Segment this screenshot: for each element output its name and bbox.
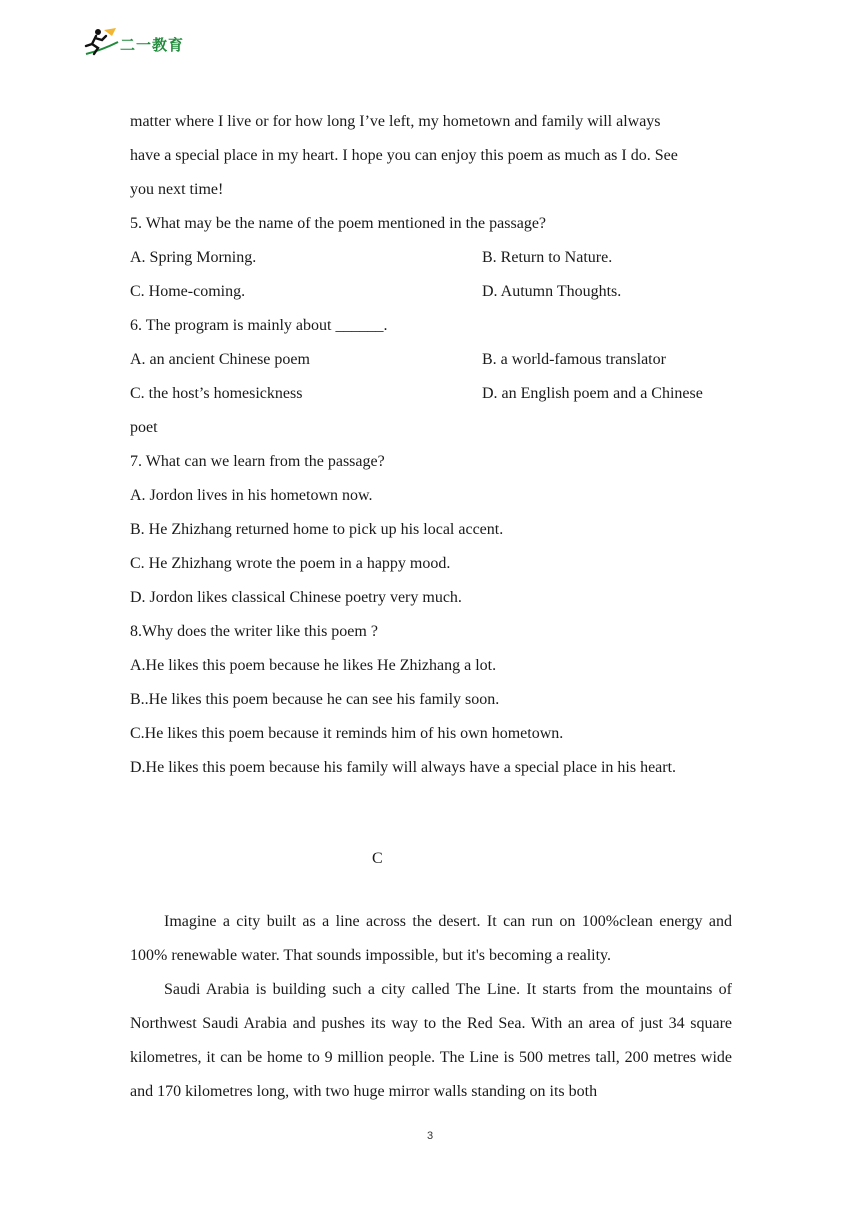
question-7: 7. What can we learn from the passage?	[130, 453, 385, 470]
option-c: C.He likes this poem because it reminds him of his own hometown.	[130, 725, 564, 742]
option-b: B. a world-famous translator	[482, 351, 666, 368]
option-d: D. Jordon likes classical Chinese poetry very much.	[130, 589, 462, 606]
document-body	[130, 105, 732, 785]
brand-logo	[82, 24, 202, 60]
option-d: D. Autumn Thoughts.	[482, 283, 622, 300]
option-c: C. the host’s homesickness	[130, 385, 303, 402]
text-line: have a special place in my heart. I hope you can enjoy this poem as much as I do. See	[130, 147, 678, 164]
option-b: B. He Zhizhang returned home to pick up his local accent.	[130, 521, 504, 538]
passage-c	[130, 905, 732, 1109]
option-b: B..He likes this poem because he can see his family soon.	[130, 691, 500, 708]
option-d: D.He likes this poem because his family will always have a special place in his heart.	[130, 759, 677, 776]
section-heading: C	[372, 850, 383, 867]
question-5: 5. What may be the name of the poem mentioned in the passage?	[130, 215, 547, 232]
question-6: 6. The program is mainly about ______.	[130, 317, 388, 334]
option-d-continued: poet	[130, 419, 158, 436]
paragraph-text: Saudi Arabia is building such a city called The Line. It starts from the mountains of Northwest Saudi Arabia and pushes its way to the Red Sea. With an area of just 34 square kilometres, it can be home to 9 million people. The Line is 500 metres tall, 200 metres wide and 170 kilometres long, with two huge mirror walls standing on its both	[130, 981, 732, 1100]
question-8: 8.Why does the writer like this poem ?	[130, 623, 378, 640]
question-5-options-row-2	[130, 275, 732, 309]
question-6-options-row-1	[130, 343, 732, 377]
option-a: A. Spring Morning.	[130, 249, 257, 266]
option-d: D. an English poem and a Chinese	[482, 385, 703, 402]
paragraph	[130, 973, 732, 1109]
runner-logo-icon	[82, 24, 122, 60]
option-a: A. Jordon lives in his hometown now.	[130, 487, 373, 504]
question-5-options-row-1	[130, 241, 732, 275]
option-b: B. Return to Nature.	[482, 249, 613, 266]
option-a: A.He likes this poem because he likes He Zhizhang a lot.	[130, 657, 497, 674]
page-number: 3	[426, 1130, 434, 1142]
paragraph	[130, 905, 732, 973]
option-c: C. He Zhizhang wrote the poem in a happy mood.	[130, 555, 451, 572]
text-line: matter where I live or for how long I’ve left, my hometown and family will always	[130, 113, 661, 130]
paragraph-text: Imagine a city built as a line across the desert. It can run on 100%clean energy and 100% renewable water. That sounds impossible, but it's becoming a reality.	[130, 913, 732, 964]
question-6-options-row-2	[130, 377, 732, 411]
option-c: C. Home-coming.	[130, 283, 246, 300]
option-a: A. an ancient Chinese poem	[130, 351, 310, 368]
text-line: you next time!	[130, 181, 224, 198]
logo-text: 二一教育	[120, 36, 185, 54]
